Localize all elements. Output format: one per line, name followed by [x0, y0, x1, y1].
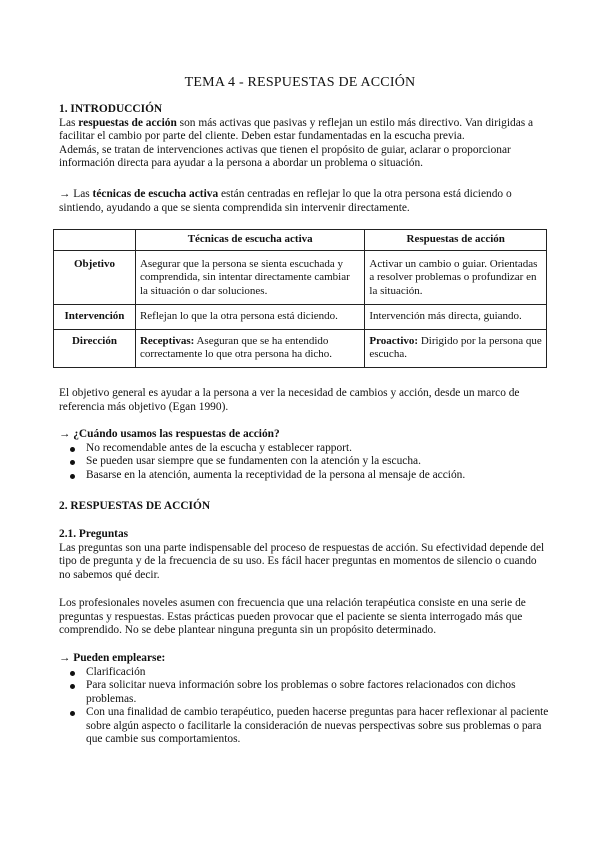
table-header: [54, 230, 136, 251]
list-item: Clarificación: [59, 666, 549, 680]
table-cell: Receptivas: Aseguran que se ha entendido correctamente lo que otra persona ha dicho.: [135, 329, 364, 367]
table-row: [54, 305, 547, 330]
bullet-icon: [70, 711, 75, 716]
list-item: Se pueden usar siempre que se fundamenten con la atención y la escucha.: [59, 455, 549, 469]
table-cell: Reflejan lo que la otra persona está diciendo.: [135, 305, 364, 330]
section-introduccion: [59, 103, 549, 171]
table-row: [54, 250, 547, 305]
when-list: [59, 442, 549, 483]
table-header: Respuestas de acción: [365, 230, 547, 251]
table-header-row: [54, 230, 547, 251]
intro-paragraph-2: Además, se tratan de intervenciones activas que tienen el propósito de guiar, aclarar o proporcionar información directa para ayudar a la persona a abordar un problema o situación.: [59, 143, 511, 169]
subsection-heading: 2.1. Preguntas: [59, 528, 129, 540]
row-label: Dirección: [54, 329, 136, 367]
bullet-icon: [70, 474, 75, 479]
uses-section: [59, 652, 549, 747]
list-item: Con una finalidad de cambio terapéutico, pueden hacerse preguntas para hacer reflexionar al paciente sobre algún aspecto o facilitarle la consideración de nuevas perspectivas sobre sus problemas o para que cambie sus comportamientos.: [59, 706, 549, 747]
bullet-icon: [70, 447, 75, 452]
section-respuestas: [59, 500, 549, 514]
table-cell: Activar un cambio o guiar. Orientadas a resolver problemas o profundizar en la situación.: [365, 250, 547, 305]
list-item: Para solicitar nueva información sobre los problemas o sobre factores relacionados con dichos problemas.: [59, 679, 549, 706]
novice-paragraph: Los profesionales noveles asumen con frecuencia que una relación terapéutica consiste en una serie de preguntas y respuestas. Estas prácticas pueden provocar que el paciente se sienta interrogado más que comprendido. No se debe plantear ninguna pregunta sin un propósito determinado.: [59, 597, 526, 636]
when-section: [59, 428, 549, 482]
page-title: TEMA 4 - RESPUESTAS DE ACCIÓN: [184, 75, 416, 90]
active-listening-note: → Las técnicas de escucha activa están centradas en reflejar lo que la otra persona está diciendo o sintiendo, ayudando a que se sienta comprendida sin intervenir directamente.: [59, 188, 512, 214]
table-header: Técnicas de escucha activa: [135, 230, 364, 251]
comparison-table: [53, 229, 547, 368]
preguntas-paragraph: Las preguntas son una parte indispensable del proceso de respuestas de acción. Su efectividad depende del tipo de pregunta y de la frecuencia de su uso. Es fácil hacer preguntas en momentos de silencio o cuando no sabemos qué decir.: [59, 541, 545, 581]
table-row: [54, 329, 547, 367]
uses-list: [59, 666, 549, 747]
bold-term: respuestas de acción: [78, 116, 177, 129]
list-item: No recomendable antes de la escucha y establecer rapport.: [59, 442, 549, 456]
general-objective-paragraph: El objetivo general es ayudar a la persona a ver la necesidad de cambios y acción, desde un marco de referencia más objetivo (Egan 1990).: [59, 387, 520, 413]
table-cell: Asegurar que la persona se sienta escuchada y comprendida, sin intentar directamente cambiar la situación o dar soluciones.: [135, 250, 364, 305]
intro-paragraph: Las respuestas de acción son más activas que pasivas y reflejan un estilo más directivo. Van dirigidas a facilitar el cambio por parte del cliente. Deben estar fundamentadas en la escucha previa.: [59, 116, 534, 142]
table-cell: Proactivo: Dirigido por la persona que escucha.: [365, 329, 547, 367]
section-heading: 1. INTRODUCCIÓN: [59, 103, 163, 115]
bullet-icon: [70, 684, 75, 689]
subsection-preguntas: [59, 528, 549, 582]
row-label: Objetivo: [54, 250, 136, 305]
bullet-icon: [70, 460, 75, 465]
bold-term: técnicas de escucha activa: [92, 188, 219, 200]
when-heading: → ¿Cuándo usamos las respuestas de acción?: [59, 428, 280, 440]
bullet-icon: [70, 671, 75, 676]
uses-heading: → Pueden emplearse:: [59, 652, 166, 664]
section-heading: 2. RESPUESTAS DE ACCIÓN: [59, 500, 211, 512]
list-item: Basarse en la atención, aumenta la receptividad de la persona al mensaje de acción.: [59, 469, 549, 483]
row-label: Intervención: [54, 305, 136, 330]
table-cell: Intervención más directa, guiando.: [365, 305, 547, 330]
